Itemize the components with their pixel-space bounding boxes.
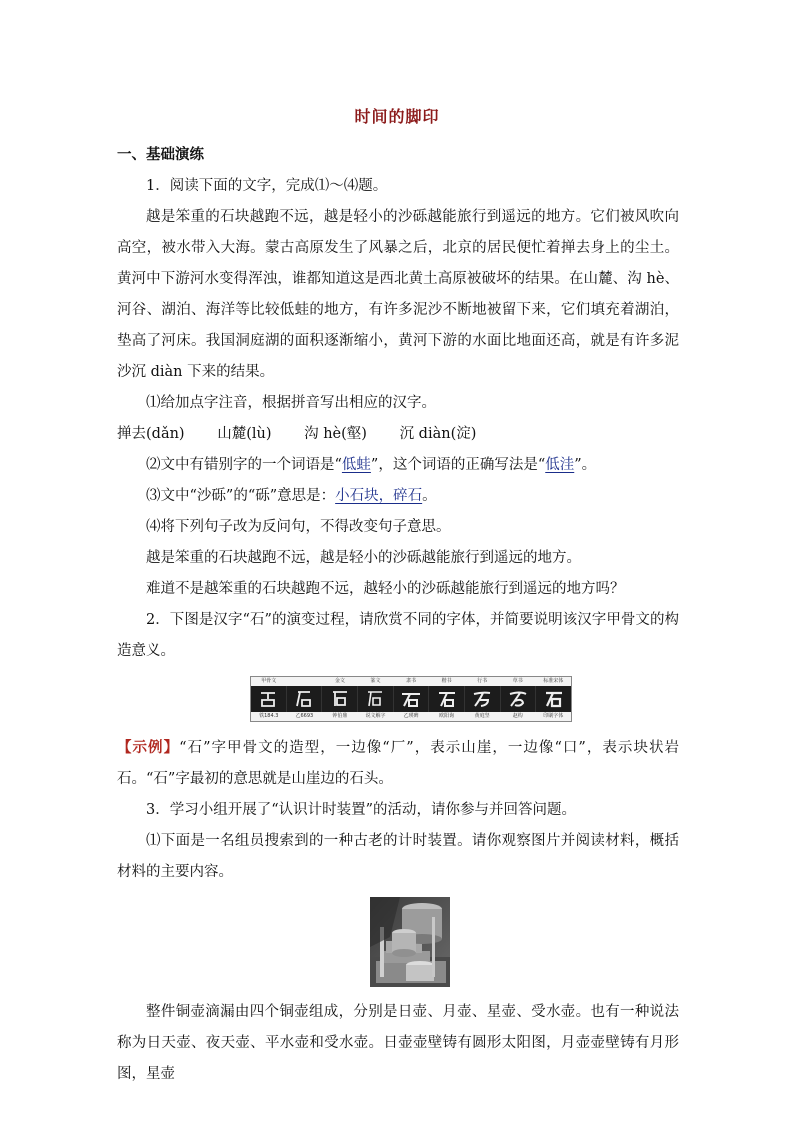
font-name: 金文 <box>334 678 345 684</box>
running-glyph <box>465 686 501 712</box>
bronze-glyph <box>322 686 358 712</box>
clerical-glyph <box>394 686 430 712</box>
question-3-stem: 3．学习小组开展了“认识计时装置”的活动，请你参与并回答问题。 <box>146 802 577 818</box>
font-name: 隶书 <box>406 678 417 684</box>
question-1-stem: 1．阅读下面的文字，完成⑴～⑷题。 <box>146 178 388 194</box>
example-label: 【示例】 <box>117 739 180 756</box>
water-clock-photo <box>370 897 450 987</box>
question-1-sub4-answer: 难道不是越笨重的石块越跑不远，越轻小的沙砾越能旅行到遥远的地方吗？ <box>146 581 625 597</box>
oracle-glyph-2 <box>287 686 323 712</box>
sub3-answer: 小石块，碎石 <box>335 488 423 504</box>
font-name: 甲骨文 <box>261 678 277 684</box>
source-name: 印刷字体 <box>543 713 564 719</box>
character-evolution-image <box>250 676 572 722</box>
seal-glyph <box>358 686 394 712</box>
answer-dian: 沉 diàn(淀) <box>399 426 477 442</box>
sub3-text-end: 。 <box>422 488 437 504</box>
question-1-sub4: ⑷将下列句子改为反问句，不得改变句子意思。 <box>146 519 451 535</box>
font-name <box>287 677 323 686</box>
section-heading: 一、基础演练 <box>117 147 204 163</box>
answer-dan: 掸去(dǎn) <box>117 426 185 442</box>
sub2-text-mid: ”，这个词语的正确写法是“ <box>370 457 546 473</box>
question-1-sub1: ⑴给加点字注音，根据拼音写出相应的汉字。 <box>146 395 436 411</box>
sub2-text: ⑵文中有错别字的一个词语是“ <box>146 457 342 473</box>
font-name: 标准宋体 <box>543 678 564 684</box>
font-name: 篆文 <box>370 678 381 684</box>
wrong-word: 低蛙 <box>341 457 371 473</box>
source-name: 说文解字 <box>365 713 386 719</box>
source-name: 钟伯鼎 <box>332 713 348 719</box>
source-name: 黄庭坚 <box>474 713 490 719</box>
songti-glyph <box>536 686 571 712</box>
font-name: 草书 <box>512 678 523 684</box>
source-name: 乙瑛碑 <box>403 713 419 719</box>
sub2-text-end: ”。 <box>574 457 597 473</box>
source-name: 欧阳询 <box>439 713 455 719</box>
water-clock-illustration <box>370 897 450 987</box>
question-1-sub3 <box>117 481 679 512</box>
source-name: 乙6693 <box>295 713 314 719</box>
font-names-row <box>251 677 571 686</box>
source-name: 铁184.3 <box>259 713 279 719</box>
source-name: 赵构 <box>512 713 523 719</box>
oracle-glyph-1 <box>251 686 287 712</box>
question-1-sub4-original: 越是笨重的石块越跑不远，越是轻小的沙砾越能旅行到遥远的地方。 <box>146 550 581 566</box>
correct-word: 低洼 <box>545 457 575 473</box>
question-1-sub2 <box>117 450 679 481</box>
cursive-glyph <box>501 686 537 712</box>
glyph-row <box>251 686 571 712</box>
question-2-example <box>117 732 679 795</box>
answer-he: 沟 hè(壑) <box>304 426 367 442</box>
question-1-passage: 越是笨重的石块越跑不远，越是轻小的沙砾越能旅行到遥远的地方。它们被风吹向高空，被水带入大海。蒙古高原发生了风暴之后，北京的居民便忙着掸去身上的尘土。黄河中下游河水变得浑浊，谁都知道这是西北黄土高原被破坏的结果。在山麓、沟 hè、河谷、湖泊、海洋等比较低蛙的地方，有许多泥沙不断地被留下来，它们填充着湖泊，垫高了河床。我国洞庭湖的面积逐渐缩小，黄河下游的水面比地面还高，就是有许多泥沙沉 diàn 下来的结果。 <box>117 209 679 380</box>
sub3-text: ⑶文中“沙砾”的“砾”意思是： <box>146 488 336 504</box>
font-name: 行书 <box>477 678 488 684</box>
answer-lu: 山麓(lù) <box>217 426 272 442</box>
font-name: 楷书 <box>441 678 452 684</box>
document-body <box>117 140 679 1090</box>
regular-glyph <box>429 686 465 712</box>
question-1-answer1 <box>117 419 679 450</box>
source-row <box>251 712 571 721</box>
question-3-sub1: ⑴下面是一名组员搜索到的一种古老的计时装置。请你观察图片并阅读材料，概括材料的主要内容。 <box>117 833 679 880</box>
example-text: “石”字甲骨文的造型，一边像“厂”，表示山崖，一边像“口”，表示块状岩石。“石”字最初的意思就是山崖边的石头。 <box>117 740 679 787</box>
question-3-material: 整件铜壶滴漏由四个铜壶组成，分别是日壶、月壶、星壶、受水壶。也有一种说法称为日天壶、夜天壶、平水壶和受水壶。日壶壶壁铸有圆形太阳图，月壶壶壁铸有月形图，星壶 <box>117 1004 679 1082</box>
page-title: 时间的脚印 <box>354 107 440 126</box>
question-2-stem: 2．下图是汉字“石”的演变过程，请欣赏不同的字体，并简要说明该汉字甲骨文的构造意义。 <box>117 612 679 659</box>
